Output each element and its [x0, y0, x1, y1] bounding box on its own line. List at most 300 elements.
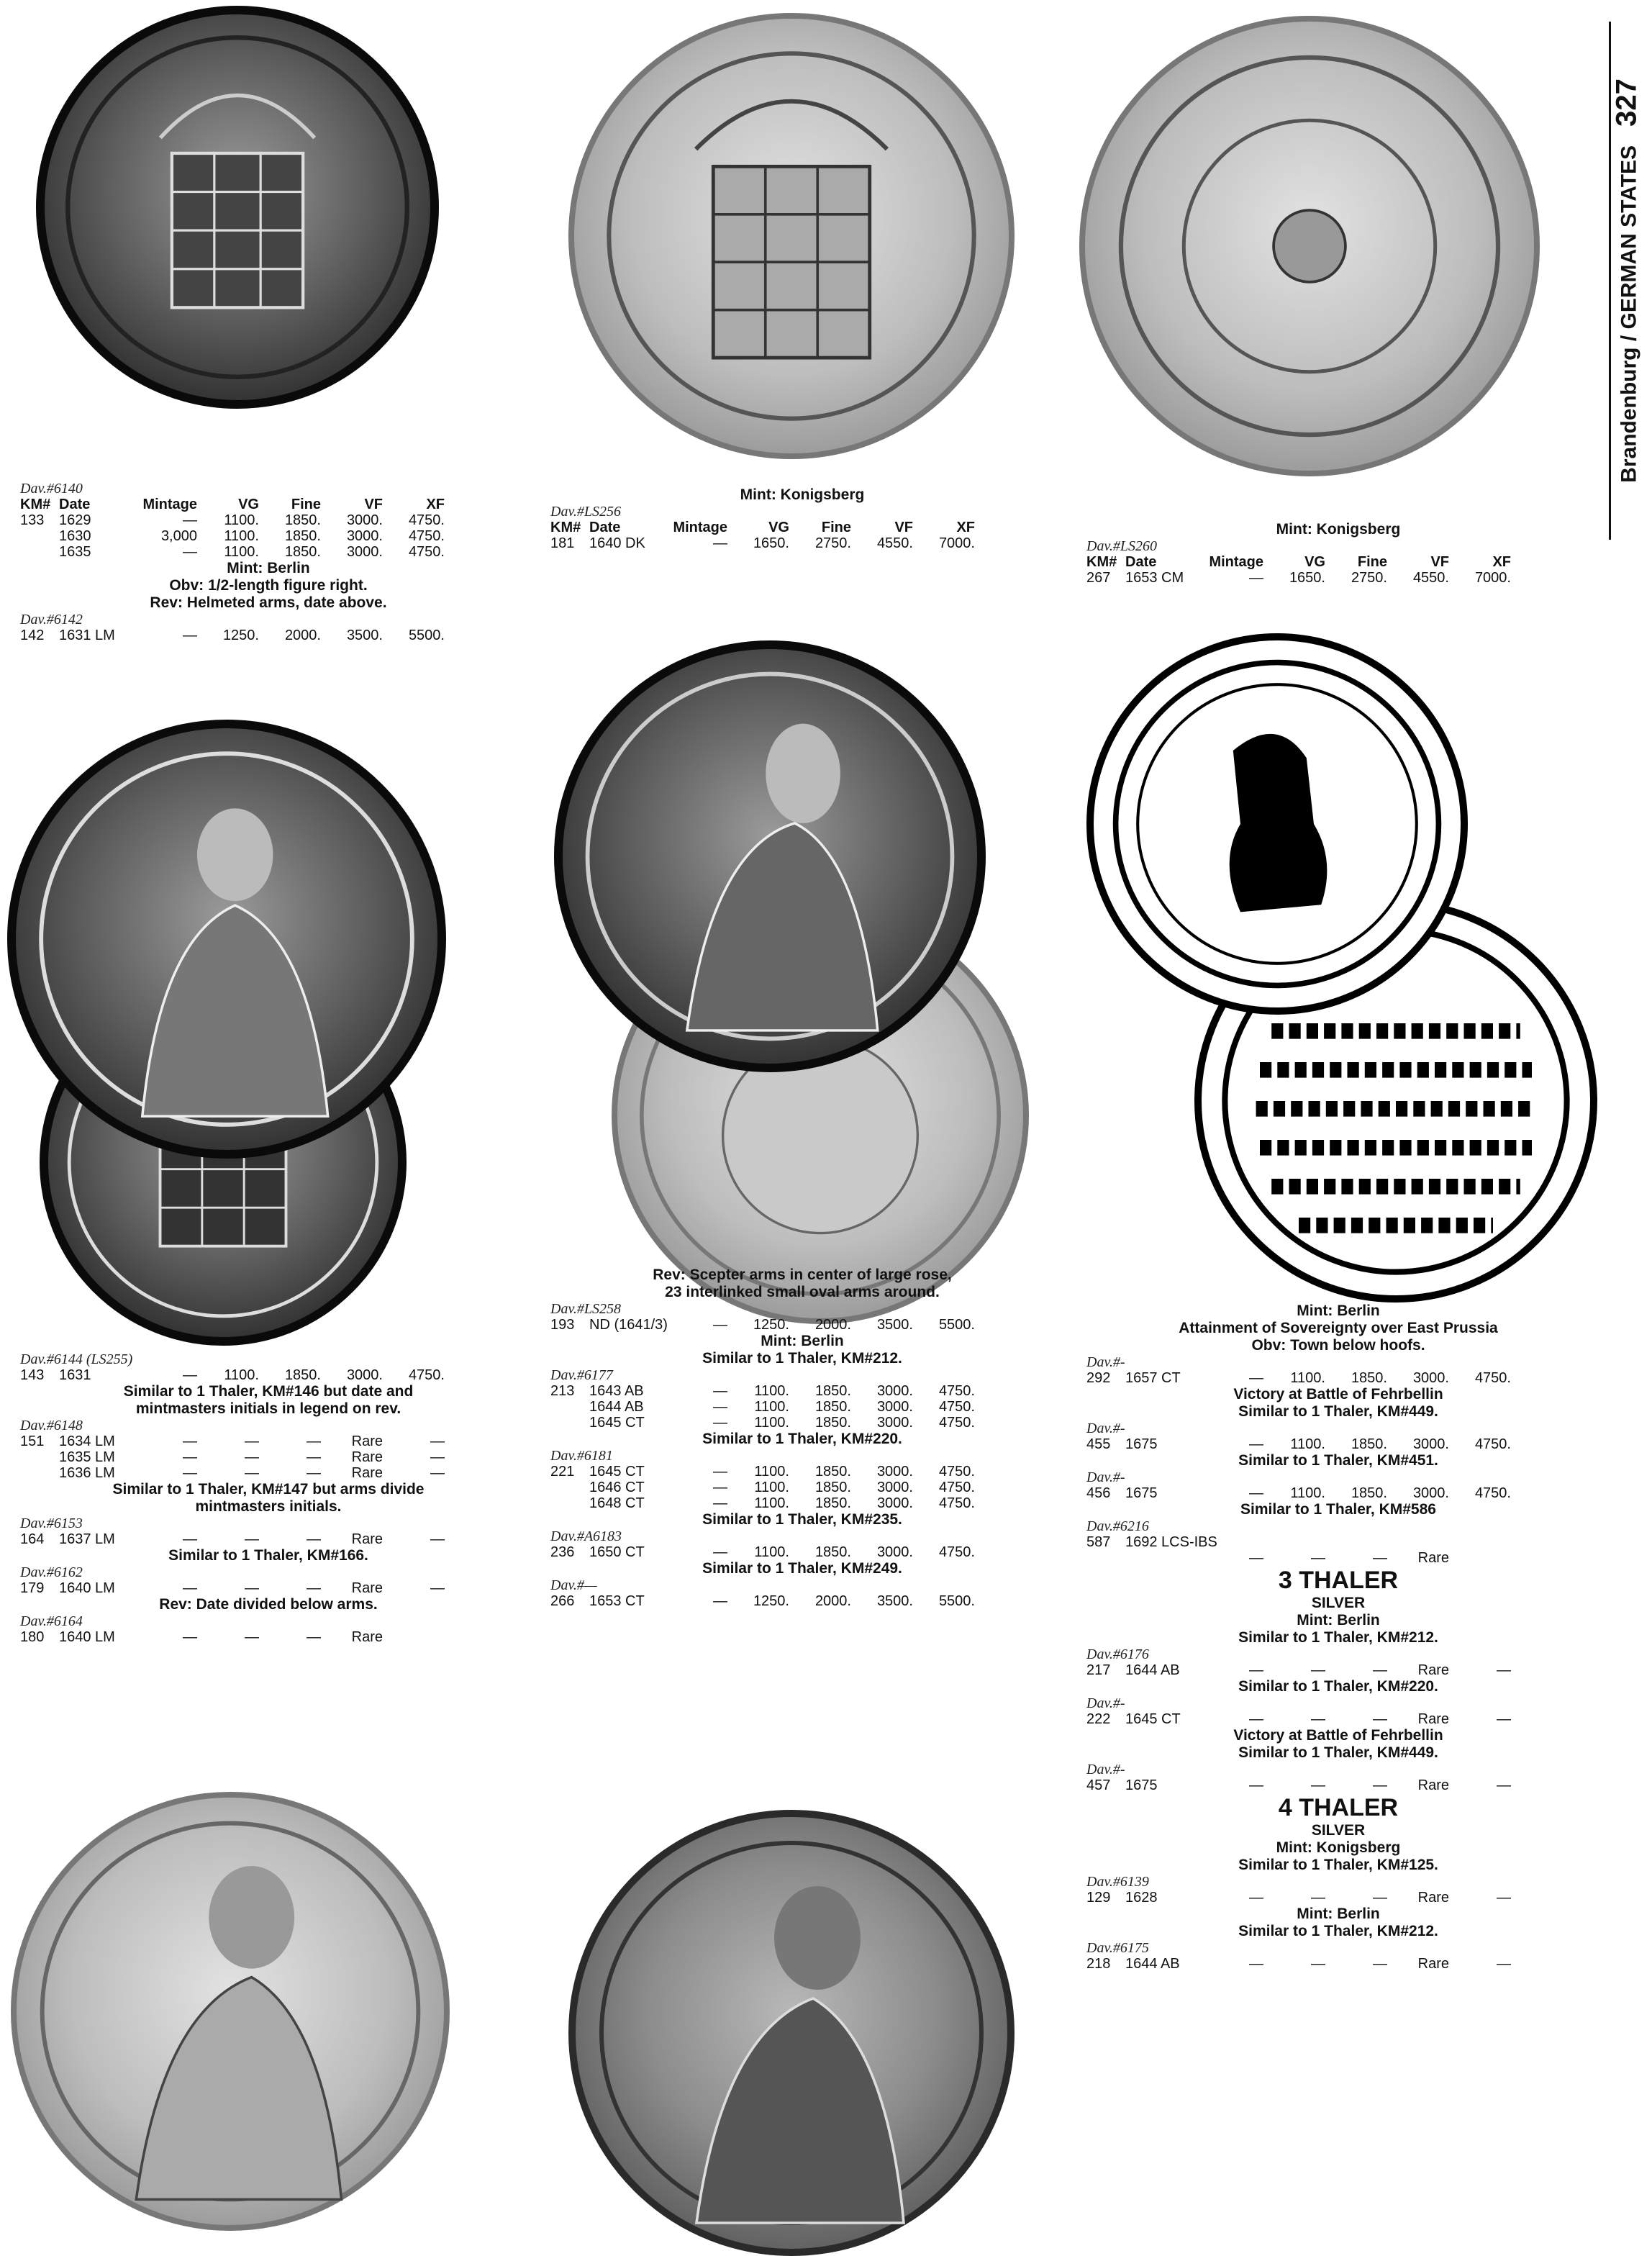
- davenport-reference: Dav.#6216: [1086, 1518, 1149, 1534]
- davenport-reference: Dav.#LS258: [550, 1301, 621, 1317]
- davenport-reference: Dav.#6148: [20, 1418, 83, 1433]
- davenport-reference: Dav.#6142: [20, 612, 83, 628]
- km-number: 292: [1086, 1370, 1111, 1386]
- table-row: [20, 1449, 517, 1465]
- mintage-cell: —: [713, 1544, 727, 1560]
- vf-price: Rare: [351, 1580, 383, 1596]
- xf-price: 7000.: [1474, 570, 1511, 586]
- mintage-cell: —: [713, 1480, 727, 1495]
- fine-price: 1850.: [814, 1544, 851, 1560]
- km-number: [20, 1465, 59, 1481]
- xf-price: 4750.: [1474, 1485, 1511, 1501]
- fine-price: 1850.: [814, 1464, 851, 1480]
- fine-price: —: [307, 1433, 321, 1449]
- xf-price: 4750.: [938, 1464, 975, 1480]
- column-header: Fine: [291, 497, 321, 512]
- vg-price: —: [245, 1629, 259, 1645]
- coin-arms-drawing: [574, 19, 1009, 453]
- mintage-cell: —: [1249, 1890, 1263, 1906]
- fine-price: 2000.: [284, 628, 321, 643]
- km-number: 180: [20, 1629, 45, 1645]
- xf-price: 4750.: [938, 1495, 975, 1511]
- coin-portrait-drawing: [16, 728, 437, 1150]
- km-number: [20, 528, 59, 544]
- mintage-cell: —: [713, 1593, 727, 1609]
- vf-price: Rare: [351, 1465, 383, 1481]
- description-line: mintmasters initials.: [195, 1498, 342, 1515]
- vf-price: 3000.: [1412, 1485, 1449, 1501]
- table-row: [20, 1629, 517, 1645]
- table-row: [550, 535, 1054, 551]
- mintage-cell: —: [713, 1399, 727, 1415]
- table-row: [20, 544, 517, 560]
- km-number: 221: [550, 1464, 575, 1480]
- date-cell: 1640 DK: [589, 535, 645, 551]
- date-cell: 1635 LM: [59, 1449, 115, 1465]
- km-number: 164: [20, 1531, 45, 1547]
- vg-price: 1100.: [1290, 1485, 1325, 1501]
- description-line: Rev: Helmeted arms, date above.: [150, 594, 387, 611]
- description-line: Similar to 1 Thaler, KM#220.: [1238, 1678, 1438, 1695]
- table-row: [1086, 1436, 1590, 1452]
- vg-price: —: [1311, 1890, 1325, 1906]
- date-cell: 1644 AB: [1125, 1956, 1180, 1972]
- mintage-cell: —: [713, 1383, 727, 1399]
- xf-price: —: [430, 1580, 445, 1596]
- fine-price: 2000.: [814, 1593, 851, 1609]
- column-header: VG: [238, 497, 259, 512]
- mintage-cell: —: [183, 1531, 197, 1547]
- mintage-cell: —: [183, 1580, 197, 1596]
- vg-price: —: [1311, 1956, 1325, 1972]
- column-header: Date: [59, 497, 91, 512]
- coin-portrait-drawing: [17, 1798, 444, 2225]
- vg-price: 1250.: [753, 1593, 789, 1609]
- km-number: 143: [20, 1367, 45, 1383]
- vf-price: 3000.: [346, 1367, 383, 1383]
- vg-price: 1100.: [224, 528, 259, 544]
- listing-block-col2-top: [550, 486, 1054, 551]
- davenport-reference: Dav.#-: [1086, 1695, 1125, 1711]
- davenport-reference: Dav.#6164: [20, 1613, 83, 1629]
- fine-price: 1850.: [814, 1399, 851, 1415]
- description-line: Mint: Berlin: [1297, 1612, 1380, 1628]
- vf-price: 3000.: [346, 512, 383, 528]
- table-row: [20, 628, 517, 643]
- table-row: [1086, 1370, 1590, 1386]
- fine-price: 1850.: [1351, 1370, 1387, 1386]
- coin-image-portrait-1641: [554, 640, 986, 1072]
- table-row: [550, 1495, 1054, 1511]
- vg-price: 1100.: [754, 1464, 789, 1480]
- fine-price: 1850.: [814, 1415, 851, 1431]
- km-number: [550, 1495, 589, 1511]
- vg-price: 1100.: [754, 1544, 789, 1560]
- km-number: 151: [20, 1433, 45, 1449]
- xf-price: [1449, 1550, 1511, 1566]
- mintage-cell: —: [713, 1317, 727, 1333]
- mintage-cell: —: [183, 512, 197, 528]
- page-section-title: Brandenburg / GERMAN STATES: [1617, 145, 1641, 483]
- listing-block-col3-bottom: [1086, 1303, 1590, 1972]
- date-cell: 1640 LM: [59, 1580, 115, 1596]
- description-line: Similar to 1 Thaler, KM#212.: [702, 1350, 902, 1367]
- fine-price: 2750.: [814, 535, 851, 551]
- km-number: [550, 1480, 589, 1495]
- column-header: KM#: [20, 497, 51, 512]
- vf-price: Rare: [351, 1531, 383, 1547]
- xf-price: 7000.: [938, 535, 975, 551]
- mintage-cell: —: [183, 1433, 197, 1449]
- davenport-reference: Dav.#-: [1086, 1762, 1125, 1777]
- date-cell: 1692 LCS-IBS: [1125, 1534, 1217, 1550]
- xf-price: —: [430, 1449, 445, 1465]
- vg-price: [1263, 1534, 1325, 1550]
- coin-image-equestrian-obverse: [1086, 633, 1468, 1015]
- column-header: VG: [1304, 554, 1325, 570]
- mintage-cell: —: [183, 628, 197, 643]
- mintage-cell: —: [1249, 1777, 1263, 1793]
- date-cell: [1125, 1550, 1197, 1566]
- table-row: [550, 1415, 1054, 1431]
- coin-equestrian-drawing: [1094, 640, 1461, 1007]
- xf-price: —: [1497, 1890, 1511, 1906]
- column-header: VG: [768, 520, 789, 535]
- coin-image-arms-1640: [568, 13, 1015, 459]
- xf-price: 4750.: [938, 1480, 975, 1495]
- fine-price: —: [1373, 1550, 1387, 1566]
- description-line: Similar to 1 Thaler, KM#147 but arms divide: [112, 1481, 425, 1498]
- description-line: Mint: Berlin: [227, 560, 310, 576]
- vg-price: —: [1311, 1777, 1325, 1793]
- vf-price: 3000.: [876, 1544, 913, 1560]
- date-cell: 1631: [59, 1367, 91, 1383]
- date-cell: 1653 CM: [1125, 570, 1184, 586]
- fine-price: —: [1373, 1956, 1387, 1972]
- km-number: 266: [550, 1593, 575, 1609]
- xf-price: 5500.: [938, 1593, 975, 1609]
- table-header: [1086, 554, 1590, 570]
- davenport-reference: Dav.#6176: [1086, 1646, 1149, 1662]
- vf-price: 3000.: [1412, 1436, 1449, 1452]
- vf-price: 3000.: [1412, 1370, 1449, 1386]
- column-header: VF: [364, 497, 383, 512]
- table-row: [20, 1580, 517, 1596]
- coin-image-rose-1653: [1079, 16, 1540, 476]
- vg-price: —: [245, 1449, 259, 1465]
- date-cell: 1645 CT: [589, 1415, 645, 1431]
- vf-price: Rare: [1417, 1777, 1449, 1793]
- vg-price: 1100.: [754, 1415, 789, 1431]
- vg-price: 1100.: [1290, 1436, 1325, 1452]
- mintage-cell: —: [1249, 1662, 1263, 1678]
- description-line: mintmasters initials in legend on rev.: [135, 1400, 401, 1417]
- xf-price: 4750.: [938, 1415, 975, 1431]
- mintage-cell: —: [713, 1415, 727, 1431]
- table-row: [550, 1317, 1054, 1333]
- davenport-reference: Dav.#LS260: [1086, 538, 1157, 554]
- listing-block-col1-top: [20, 481, 517, 643]
- vg-price: —: [1311, 1662, 1325, 1678]
- column-header: KM#: [1086, 554, 1117, 570]
- xf-price: —: [430, 1433, 445, 1449]
- description-line: Mint: Berlin: [1297, 1303, 1380, 1319]
- column-header: XF: [1492, 554, 1511, 570]
- fine-price: —: [1373, 1711, 1387, 1727]
- xf-price: 4750.: [408, 544, 445, 560]
- vf-price: 3000.: [346, 544, 383, 560]
- xf-price: 5500.: [938, 1317, 975, 1333]
- xf-price: 4750.: [938, 1544, 975, 1560]
- vf-price: Rare: [1417, 1550, 1449, 1566]
- xf-price: 4750.: [938, 1399, 975, 1415]
- xf-price: —: [1497, 1956, 1511, 1972]
- date-cell: 1645 CT: [589, 1464, 645, 1480]
- davenport-reference: Dav.#-: [1086, 1421, 1125, 1436]
- coin-image-portrait-1631: [7, 720, 446, 1159]
- vg-price: —: [245, 1465, 259, 1481]
- date-cell: 1644 AB: [589, 1399, 644, 1415]
- fine-price: 1850.: [1351, 1436, 1387, 1452]
- table-row: [550, 1593, 1054, 1609]
- table-row: [1086, 1711, 1590, 1727]
- mintage-cell: —: [183, 1367, 197, 1383]
- table-row: [550, 1399, 1054, 1415]
- mintage-cell: —: [713, 1495, 727, 1511]
- coin-arms-drawing: [45, 14, 430, 400]
- km-number: 457: [1086, 1777, 1111, 1793]
- fine-price: 2750.: [1351, 570, 1387, 586]
- mintage-cell: —: [1249, 1370, 1263, 1386]
- vg-price: —: [245, 1580, 259, 1596]
- fine-price: 1850.: [284, 512, 321, 528]
- date-cell: 1628: [1125, 1890, 1158, 1906]
- mintage-cell: —: [713, 535, 727, 551]
- date-cell: 1643 AB: [589, 1383, 644, 1399]
- fine-price: —: [307, 1465, 321, 1481]
- km-number: 213: [550, 1383, 575, 1399]
- description-line: Mint: Konigsberg: [1276, 1839, 1401, 1856]
- vf-price: 3000.: [876, 1399, 913, 1415]
- xf-price: 4750.: [938, 1383, 975, 1399]
- davenport-reference: Dav.#6139: [1086, 1874, 1149, 1890]
- date-cell: 1675: [1125, 1777, 1158, 1793]
- page-number: 327: [1610, 78, 1643, 127]
- coin-portrait-drawing: [563, 649, 977, 1064]
- km-number: 181: [550, 535, 575, 551]
- fine-price: —: [1373, 1777, 1387, 1793]
- xf-price: 4750.: [408, 512, 445, 528]
- description-line: Similar to 1 Thaler, KM#125.: [1238, 1857, 1438, 1873]
- km-number: [550, 1415, 589, 1431]
- table-row: [550, 1544, 1054, 1560]
- vg-price: 1100.: [754, 1480, 789, 1495]
- davenport-reference: Dav.#LS256: [550, 504, 621, 520]
- davenport-reference: Dav.#A6183: [550, 1528, 622, 1544]
- vg-price: 1100.: [1290, 1370, 1325, 1386]
- vg-price: 1250.: [753, 1317, 789, 1333]
- vg-price: —: [245, 1433, 259, 1449]
- table-row: [20, 1531, 517, 1547]
- date-cell: 1653 CT: [589, 1593, 645, 1609]
- mintage-cell: —: [1249, 1485, 1263, 1501]
- km-number: 217: [1086, 1662, 1111, 1678]
- xf-price: [1449, 1534, 1511, 1550]
- km-number: 142: [20, 628, 45, 643]
- vf-price: Rare: [1417, 1890, 1449, 1906]
- km-number: 129: [1086, 1890, 1111, 1906]
- description-line: Similar to 1 Thaler, KM#586: [1240, 1501, 1436, 1518]
- table-row: [550, 1464, 1054, 1480]
- table-row: [20, 1465, 517, 1481]
- table-row: [550, 1480, 1054, 1495]
- km-number: [20, 1449, 59, 1465]
- mintage-cell: —: [183, 544, 197, 560]
- description-line: Similar to 1 Thaler, KM#449.: [1238, 1403, 1438, 1420]
- vf-price: 3000.: [876, 1415, 913, 1431]
- fine-price: 1850.: [814, 1383, 851, 1399]
- vf-price: 3000.: [346, 528, 383, 544]
- vg-price: 1650.: [1289, 570, 1325, 586]
- column-header: XF: [956, 520, 975, 535]
- vg-price: —: [1311, 1550, 1325, 1566]
- column-header: Fine: [821, 520, 851, 535]
- vg-price: 1100.: [754, 1495, 789, 1511]
- mintage-cell: —: [183, 1465, 197, 1481]
- table-row: [1086, 1777, 1590, 1793]
- date-cell: 1635: [59, 544, 91, 560]
- table-row: [1086, 1550, 1590, 1566]
- date-cell: 1675: [1125, 1436, 1158, 1452]
- description-line: Similar to 1 Thaler, KM#449.: [1238, 1744, 1438, 1761]
- date-cell: ND (1641/3): [589, 1317, 668, 1333]
- fine-price: —: [307, 1580, 321, 1596]
- denomination-heading: 4 THALER: [1278, 1794, 1399, 1821]
- description-line: Victory at Battle of Fehrbellin: [1233, 1727, 1443, 1744]
- date-cell: 1631 LM: [59, 628, 115, 643]
- column-header: Mintage: [673, 520, 727, 535]
- running-header-text: [1611, 78, 1643, 483]
- km-number: 587: [1086, 1534, 1111, 1550]
- vg-price: 1100.: [224, 512, 259, 528]
- column-header: KM#: [550, 520, 581, 535]
- davenport-reference: Dav.#6153: [20, 1516, 83, 1531]
- date-cell: 1629: [59, 512, 91, 528]
- xf-price: 4750.: [408, 528, 445, 544]
- table-row: [20, 512, 517, 528]
- vf-price: 3500.: [876, 1593, 913, 1609]
- km-number: 267: [1086, 570, 1111, 586]
- description-line: Mint: Berlin: [761, 1333, 844, 1349]
- davenport-reference: Dav.#6175: [1086, 1940, 1149, 1956]
- listing-block-col3-top: [1086, 521, 1590, 586]
- description-line: Victory at Battle of Fehrbellin: [1233, 1386, 1443, 1403]
- date-cell: 1657 CT: [1125, 1370, 1181, 1386]
- davenport-reference: Dav.#-: [1086, 1469, 1125, 1485]
- mintage-cell: —: [1249, 1711, 1263, 1727]
- column-header: Date: [589, 520, 621, 535]
- km-number: 133: [20, 512, 45, 528]
- description-line: Attainment of Sovereignty over East Prussia: [1179, 1320, 1498, 1336]
- davenport-reference: Dav.#-: [1086, 1354, 1125, 1370]
- km-number: 218: [1086, 1956, 1111, 1972]
- mintage-cell: —: [1249, 1436, 1263, 1452]
- date-cell: 1645 CT: [1125, 1711, 1181, 1727]
- vf-price: 3500.: [346, 628, 383, 643]
- xf-price: [383, 1629, 445, 1645]
- column-header: Date: [1125, 554, 1157, 570]
- mintage-cell: —: [713, 1464, 727, 1480]
- km-number: 222: [1086, 1711, 1111, 1727]
- table-row: [1086, 1956, 1590, 1972]
- km-number: 456: [1086, 1485, 1111, 1501]
- description-line: Mint: Berlin: [1297, 1906, 1380, 1922]
- fine-price: —: [307, 1449, 321, 1465]
- column-header: Fine: [1357, 554, 1387, 570]
- fine-price: —: [1373, 1662, 1387, 1678]
- vg-price: —: [1311, 1711, 1325, 1727]
- listing-block-col2-bottom: [550, 1267, 1054, 1609]
- table-row: [1086, 1485, 1590, 1501]
- date-cell: 1675: [1125, 1485, 1158, 1501]
- xf-price: 4750.: [1474, 1370, 1511, 1386]
- km-number: 236: [550, 1544, 575, 1560]
- km-number: [1086, 1550, 1125, 1566]
- davenport-reference: Dav.#—: [550, 1577, 597, 1593]
- fine-price: 1850.: [284, 544, 321, 560]
- davenport-reference: Dav.#6140: [20, 481, 83, 497]
- davenport-reference: Dav.#6144 (LS255): [20, 1351, 133, 1367]
- date-cell: 1640 LM: [59, 1629, 115, 1645]
- km-number: 455: [1086, 1436, 1111, 1452]
- table-row: [20, 528, 517, 544]
- description-line: Rev: Date divided below arms.: [159, 1596, 378, 1613]
- km-number: 193: [550, 1317, 575, 1333]
- coin-rose-drawing: [1085, 22, 1534, 471]
- vf-price: Rare: [351, 1433, 383, 1449]
- fine-price: —: [1373, 1890, 1387, 1906]
- date-cell: 1636 LM: [59, 1465, 115, 1481]
- xf-price: 4750.: [408, 1367, 445, 1383]
- description-line: Similar to 1 Thaler, KM#220.: [702, 1431, 902, 1447]
- xf-price: —: [430, 1531, 445, 1547]
- km-number: 179: [20, 1580, 45, 1596]
- coin-image-portrait-1628: [11, 1792, 450, 2231]
- column-header: Mintage: [142, 497, 197, 512]
- date-cell: 1630: [59, 528, 91, 544]
- fine-price: 1850.: [1351, 1485, 1387, 1501]
- description-line: Rev: Scepter arms in center of large rose,: [653, 1267, 952, 1283]
- fine-price: 1850.: [814, 1495, 851, 1511]
- vg-price: 1100.: [754, 1383, 789, 1399]
- vf-price: 3000.: [876, 1383, 913, 1399]
- fine-price: 1850.: [284, 528, 321, 544]
- vf-price: 3000.: [876, 1495, 913, 1511]
- description-line: Similar to 1 Thaler, KM#212.: [1238, 1629, 1438, 1646]
- date-cell: 1634 LM: [59, 1433, 115, 1449]
- coin-image-portrait-1644: [568, 1810, 1015, 2256]
- table-row: [1086, 1534, 1590, 1550]
- description-line: Similar to 1 Thaler, KM#166.: [168, 1547, 368, 1564]
- description-line: SILVER: [1311, 1595, 1366, 1611]
- fine-price: 1850.: [284, 1367, 321, 1383]
- xf-price: —: [1497, 1662, 1511, 1678]
- xf-price: —: [430, 1465, 445, 1481]
- description-line: Similar to 1 Thaler, KM#212.: [1238, 1923, 1438, 1939]
- description-line: Obv: Town below hoofs.: [1251, 1337, 1425, 1354]
- table-row: [550, 1383, 1054, 1399]
- coin-portrait-drawing: [576, 1817, 1007, 2249]
